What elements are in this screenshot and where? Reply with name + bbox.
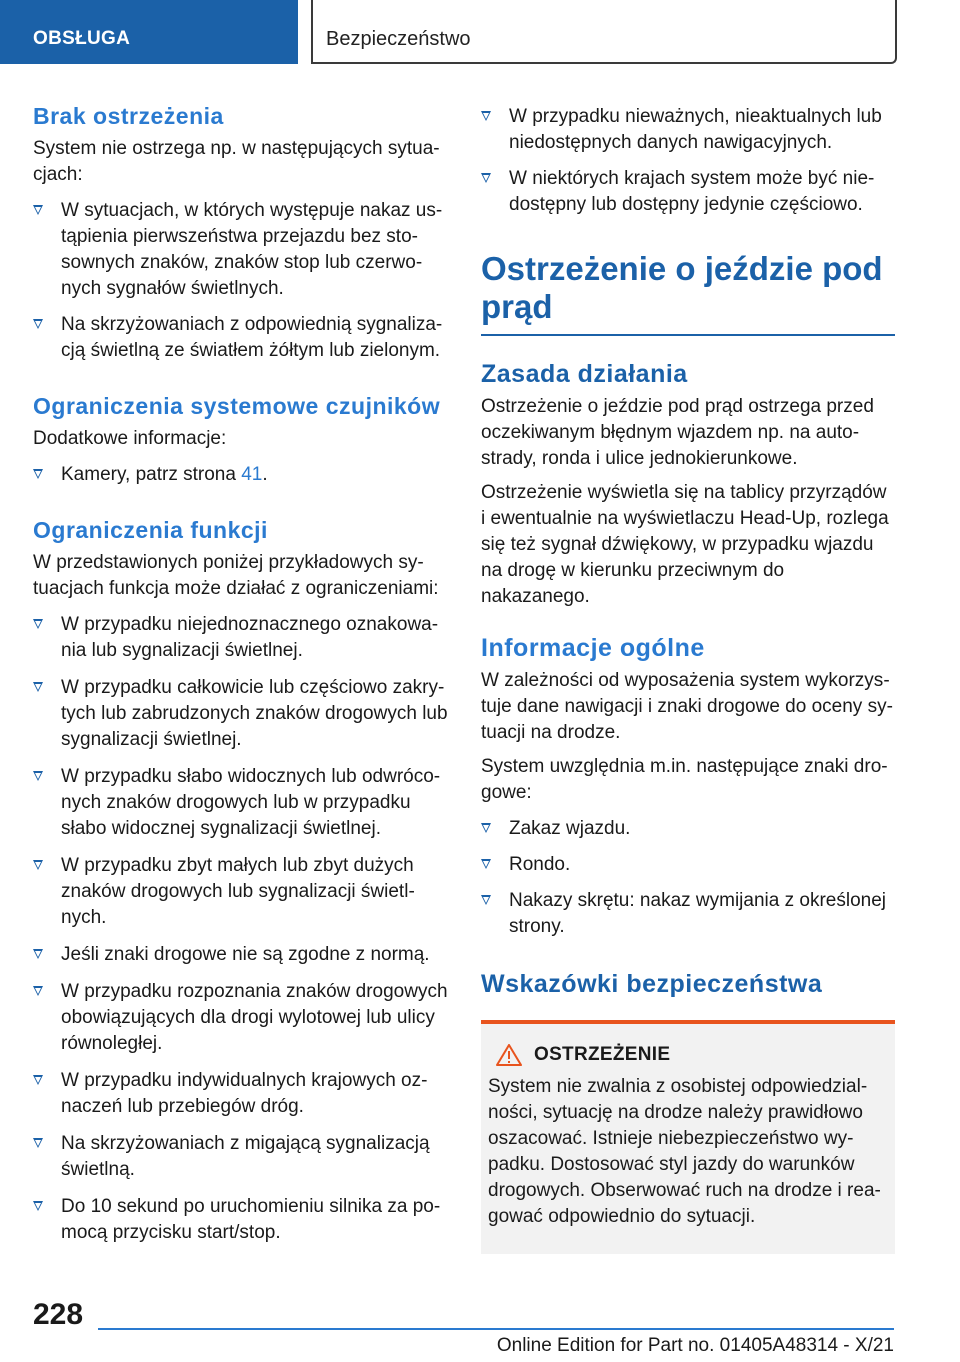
bullet-triangle-icon	[33, 949, 43, 959]
list-item: Jeśli znaki drogowe nie są zgodne z normą.	[33, 942, 448, 968]
footer-edition: Online Edition for Part no. 01405A48314 - X/21	[496, 1335, 894, 1356]
paragraph-czujniki: Dodatkowe informacje:	[33, 428, 227, 449]
list-item: Zakaz wjazdu.	[481, 816, 895, 842]
bullet-triangle-icon	[33, 319, 43, 329]
bullet-triangle-icon	[33, 1138, 43, 1148]
warning-heading	[488, 1044, 888, 1066]
heading-wskazowki-bezpieczenstwa: Wskazówki bezpieczeństwa	[481, 970, 823, 998]
list-item: W przypadku zbyt małych lub zbyt dużych znaków drogowych lub sygnalizacji świetlnych.	[33, 853, 448, 931]
section-label: OBSŁUGA	[33, 28, 131, 49]
bullet-triangle-icon	[481, 173, 491, 183]
list-item: W przypadku słabo widocznych lub odwróconych znaków drogowych lub w przypadku słabo widocznej sygnalizacji świetlnej.	[33, 764, 448, 842]
paragraph-brak: System nie ostrzega np. w następujących sytuacjach:	[33, 138, 440, 185]
list-continued	[481, 104, 895, 218]
list-item: Na skrzyżowaniach z odpowiednią sygnalizacją świetlną ze światłem żółtym lub zielonym.	[33, 312, 448, 364]
paragraph-info-2: System uwzględnia m.in. następujące znaki drogowe:	[481, 756, 888, 803]
bullet-triangle-icon	[33, 619, 43, 629]
heading-ograniczenia-czujnikow: Ograniczenia systemowe czujników	[33, 393, 441, 419]
heading-zasada-dzialania: Zasada działania	[481, 360, 688, 388]
list-item: W przypadku indywidualnych krajowych oznaczeń lub przebiegów dróg.	[33, 1068, 448, 1120]
list-item: W przypadku nieważnych, nieaktualnych lub niedostępnych danych nawigacyjnych.	[481, 104, 895, 156]
warning-title: OSTRZEŻENIE	[534, 1044, 671, 1065]
heading-informacje-ogolne: Informacje ogólne	[481, 634, 705, 662]
bullet-triangle-icon	[33, 860, 43, 870]
list-info	[481, 816, 895, 940]
chapter-tab	[311, 0, 897, 64]
list-item: W przypadku niejednoznacznego oznakowania lub sygnalizacji świetlnej.	[33, 612, 448, 664]
bullet-triangle-icon	[33, 986, 43, 996]
bullet-triangle-icon	[33, 1201, 43, 1211]
list-item: W sytuacjach, w których występuje nakaz ustąpienia pierwszeństwa przejazdu bez stosownych znaków, znaków stop lub czerwonych sygnałów świetlnych.	[33, 198, 448, 302]
bullet-triangle-icon	[33, 1075, 43, 1085]
bullet-triangle-icon	[33, 205, 43, 215]
left-column	[33, 100, 448, 1246]
warning-triangle-icon	[496, 1044, 522, 1066]
bullet-triangle-icon	[33, 469, 43, 479]
list-item: W przypadku rozpoznania znaków drogowych obowiązujących dla drogi wylotowej lub ulicy równoległej.	[33, 979, 448, 1057]
list-funkcji	[33, 612, 448, 1246]
bullet-triangle-icon	[33, 682, 43, 692]
bullet-triangle-icon	[481, 895, 491, 905]
paragraph-zasada-2: Ostrzeżenie wyświetla się na tablicy przyrządów i ewentualnie na wyświetlaczu Head-Up, rozlega się też sygnał dźwiękowy, w przypadku wjazdu na drogę w kierunku przeciwnym do nakazanego.	[481, 482, 889, 607]
paragraph-info-1: W zależności od wyposażenia system wykorzystuje dane nawigacji i znaki drogowe do oceny sytuacji na drodze.	[481, 670, 893, 743]
list-item: Nakazy skrętu: nakaz wymijania z określonej strony.	[481, 888, 895, 940]
list-brak	[33, 198, 448, 364]
right-column	[481, 104, 895, 1254]
warning-text: System nie zwalnia z osobistej odpowiedzialności, sytuację na drodze należy prawidłowo oszacować. Istnieje niebezpieczeństwo wypadku. Dostosować styl jazdy do warunków drogowych. Obserwować ruch na drodze i reagować odpowiednio do sytuacji.	[488, 1076, 881, 1227]
bullet-triangle-icon	[481, 859, 491, 869]
footer-divider	[98, 1328, 894, 1330]
paragraph-funkcji: W przedstawionych poniżej przykładowych sytuacjach funkcja może działać z ograniczeniami:	[33, 552, 439, 599]
heading-ostrzezenie-pod-prad: Ostrzeżenie o jeździe pod prąd	[481, 250, 883, 325]
page-link[interactable]: 41	[241, 464, 263, 485]
heading-brak-ostrzezenia: Brak ostrzeżenia	[33, 103, 224, 129]
bullet-triangle-icon	[33, 771, 43, 781]
list-item: Do 10 sekund po uruchomieniu silnika za pomocą przycisku start/stop.	[33, 1194, 448, 1246]
paragraph-zasada-1: Ostrzeżenie o jeździe pod prąd ostrzega przed oczekiwanym błędnym wjazdem np. na autostrady, ronda i ulice jednokierunkowe.	[481, 396, 874, 469]
list-item: W przypadku całkowicie lub częściowo zakrytych lub zabrudzonych znaków drogowych lub sygnalizacji świetlnej.	[33, 675, 448, 753]
warning-box	[481, 1020, 895, 1254]
chapter-label: Bezpieczeństwo	[326, 28, 471, 50]
list-czujniki	[33, 462, 448, 488]
section-heading-block	[481, 250, 895, 336]
list-item: Kamery, patrz strona 41.	[33, 462, 448, 488]
bullet-triangle-icon	[481, 111, 491, 121]
section-tab	[0, 0, 298, 64]
list-item: Rondo.	[481, 852, 895, 878]
list-item: Na skrzyżowaniach z migającą sygnalizacją świetlną.	[33, 1131, 448, 1183]
page-number: 228	[33, 1298, 84, 1331]
list-item: W niektórych krajach system może być niedostępny lub dostępny jedynie częściowo.	[481, 166, 895, 218]
bullet-triangle-icon	[481, 823, 491, 833]
heading-ograniczenia-funkcji: Ograniczenia funkcji	[33, 517, 268, 543]
